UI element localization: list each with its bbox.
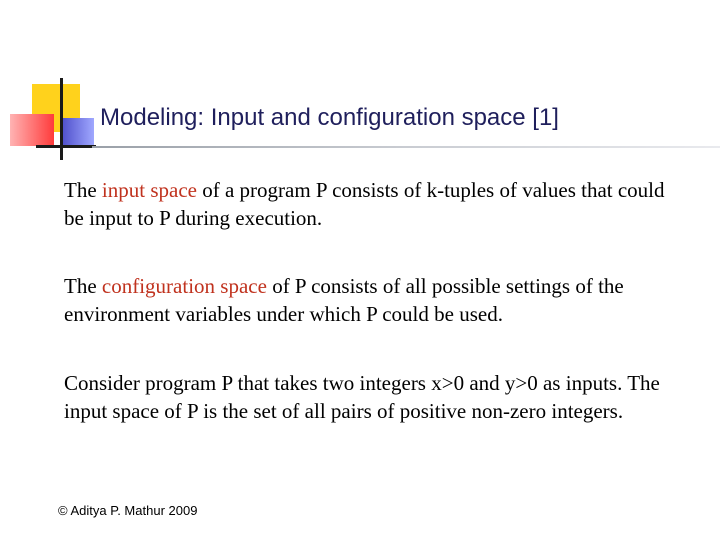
paragraph-text: of P consists of all possible settings of the environment variables under which P could be used. xyxy=(64,274,624,326)
paragraph-input-space xyxy=(64,176,684,232)
slide-title: Modeling: Input and configuration space [1] xyxy=(100,104,559,131)
slide-logo xyxy=(0,0,110,170)
highlight-term: input space xyxy=(101,178,197,202)
paragraph-text: The xyxy=(64,178,102,202)
paragraph-text: The xyxy=(64,274,102,298)
paragraph-example: Consider program P that takes two integers x>0 and y>0 as inputs. The input space of P is the set of all pairs of positive non-zero integers. xyxy=(64,371,660,423)
paragraph-configuration-space xyxy=(64,272,684,328)
highlight-term: configuration space xyxy=(101,274,267,298)
footer-copyright: © Aditya P. Mathur 2009 xyxy=(58,503,198,518)
title-underline xyxy=(92,146,720,148)
logo-blue-square xyxy=(60,118,94,148)
paragraph-text: of a program P consists of k-tuples of values that could be input to P during execution. xyxy=(64,178,665,230)
logo-red-square xyxy=(10,114,54,146)
logo-horizontal-line xyxy=(36,145,96,148)
